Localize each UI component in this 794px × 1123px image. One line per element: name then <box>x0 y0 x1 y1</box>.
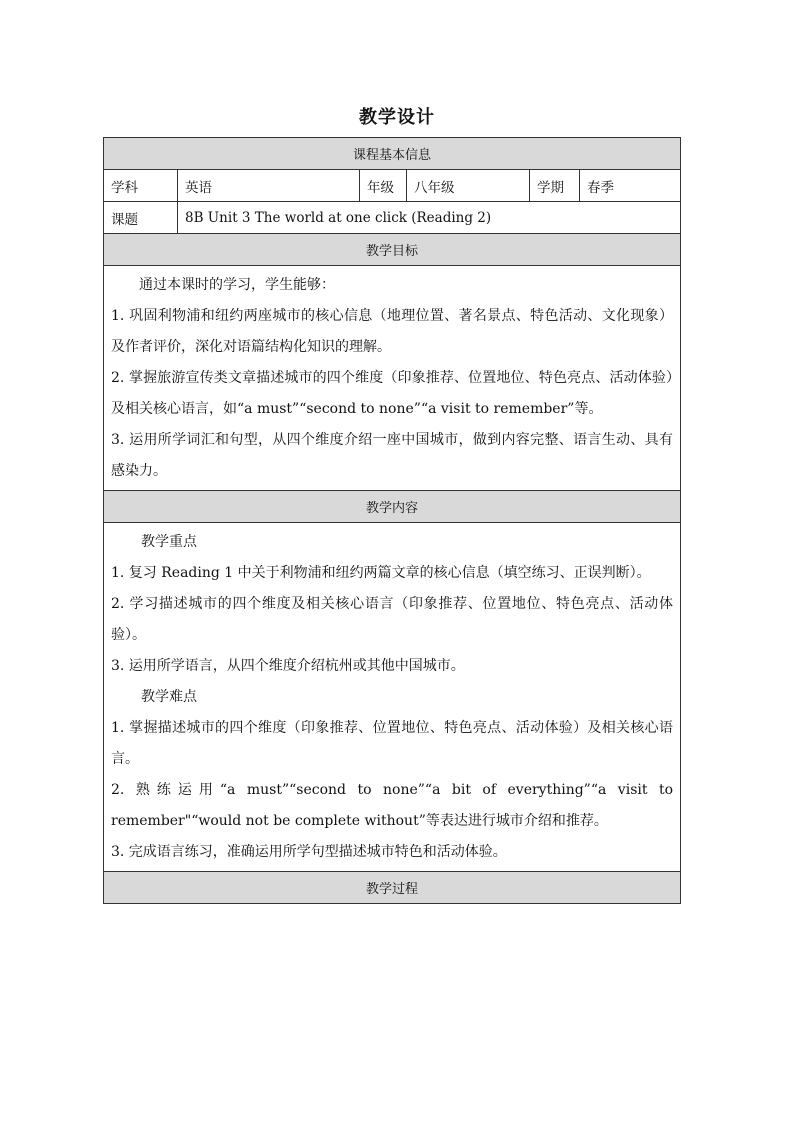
objectives-cell <box>104 266 681 491</box>
objectives-header: 教学目标 <box>104 234 681 266</box>
course-info-header: 课程基本信息 <box>104 138 681 170</box>
objective-item: 1. 巩固利物浦和纽约两座城市的核心信息（地理位置、著名景点、特色活动、文化现象）及作者评价，深化对语篇结构化知识的理解。 <box>111 308 674 355</box>
lesson-plan-table <box>103 137 681 904</box>
document-title: 教学设计 <box>359 107 435 128</box>
objective-item: 3. 运用所学词汇和句型，从四个维度介绍一座中国城市，做到内容完整、语言生动、具有感染力。 <box>111 432 674 479</box>
content-header: 教学内容 <box>104 491 681 523</box>
objectives-header-row <box>104 234 681 266</box>
key-point-item: 3. 运用所学语言，从四个维度介绍杭州或其他中国城市。 <box>111 658 465 674</box>
process-header-row <box>104 872 681 904</box>
grade-value: 八年级 <box>407 170 530 202</box>
objectives-intro: 通过本课时的学习，学生能够： <box>139 277 335 293</box>
process-header: 教学过程 <box>104 872 681 904</box>
term-label: 学期 <box>530 170 580 202</box>
subject-label: 学科 <box>104 170 178 202</box>
difficult-point-item: 3. 完成语言练习，准确运用所学句型描述城市特色和活动体验。 <box>111 844 507 860</box>
subject-value: 英语 <box>178 170 360 202</box>
difficult-point-item: 2. 熟练运用“a must”“second to none”“a bit of everything”“a visit to remember"“would not be complete without”等表达进行城市介绍和推荐。 <box>111 782 674 829</box>
key-points-heading: 教学重点 <box>141 534 197 550</box>
key-point-item: 1. 复习 Reading 1 中关于利物浦和纽约两篇文章的核心信息（填空练习、正误判断）。 <box>111 565 651 581</box>
term-value: 春季 <box>580 170 681 202</box>
objective-item: 2. 掌握旅游宣传类文章描述城市的四个维度（印象推荐、位置地位、特色亮点、活动体验）及相关核心语言，如“a must”“second to none”“a visit to remember”等。 <box>111 370 674 417</box>
objectives-row <box>104 266 681 491</box>
course-info-header-row <box>104 138 681 170</box>
topic-value: 8B Unit 3 The world at one click (Reading 2) <box>178 202 681 234</box>
grade-label: 年级 <box>360 170 407 202</box>
content-header-row <box>104 491 681 523</box>
topic-row <box>104 202 681 234</box>
content-cell <box>104 523 681 872</box>
content-row <box>104 523 681 872</box>
difficult-points-heading: 教学难点 <box>141 689 197 705</box>
key-point-item: 2. 学习描述城市的四个维度及相关核心语言（印象推荐、位置地位、特色亮点、活动体验）。 <box>111 596 674 643</box>
subject-row <box>104 170 681 202</box>
difficult-point-item: 1. 掌握描述城市的四个维度（印象推荐、位置地位、特色亮点、活动体验）及相关核心语言。 <box>111 720 674 767</box>
topic-label: 课题 <box>104 202 178 234</box>
